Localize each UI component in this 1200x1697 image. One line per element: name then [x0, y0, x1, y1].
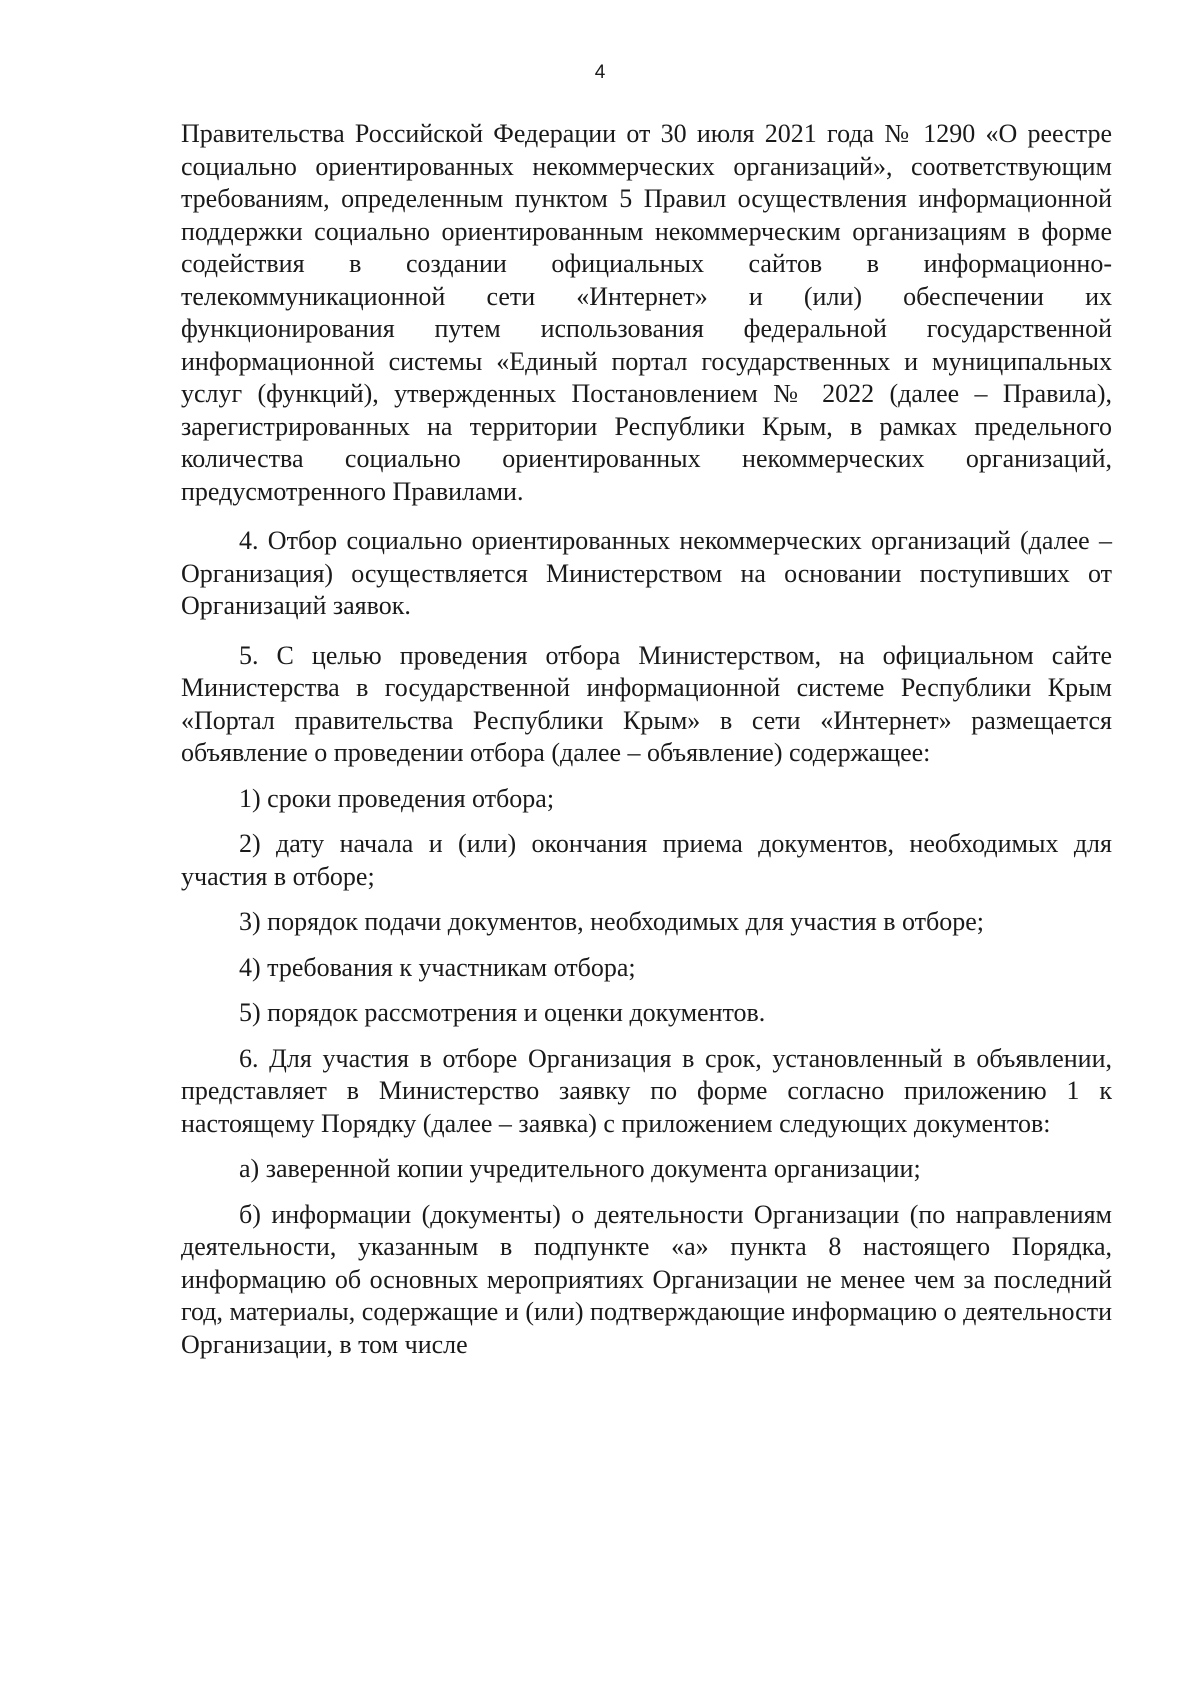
list-item-3: 3) порядок подачи документов, необходимых для участия в отборе; [239, 907, 984, 936]
list-item-4: 4) требования к участникам отбора; [239, 952, 636, 982]
list-item-1: 1) сроки проведения отбора; [239, 783, 555, 813]
list-item-a: а) заверенной копии учредительного документа организации; [239, 1154, 921, 1183]
page-number: 4 [594, 62, 606, 83]
paragraph-item-4: 4. Отбор социально ориентированных некоммерческих организаций (далее – Организация) осуществляется Министерством на основании поступивших от Организаций заявок. [181, 526, 1112, 620]
paragraph-item-6: 6. Для участия в отборе Организация в срок, установленный в объявлении, представляет в Министерство заявку по форме согласно приложению 1 к настоящему Порядку (далее – заявка) с приложением следующих документов: [181, 1043, 1112, 1138]
paragraph-item-5: 5. С целью проведения отбора Министерством, на официальном сайте Министерства в государственной информационной системе Республики Крым «Портал правительства Республики Крым» в сети «Интернет» размещается объявление о проведении отбора (далее – объявление) содержащее: [181, 640, 1112, 767]
list-item-b: б) информации (документы) о деятельности Организации (по направлениям деятельности, указанным в подпункте «а» пункта 8 настоящего Порядка, информацию об основных мероприятиях Организации не менее чем за последний год, материалы, содержащие и (или) подтверждающие информацию о деятельности Организации, в том числе [181, 1199, 1112, 1359]
list-item-2: 2) дату начала и (или) окончания приема документов, необходимых для участия в отборе; [181, 829, 1112, 891]
list-item-5: 5) порядок рассмотрения и оценки документов. [239, 998, 766, 1027]
document-body [181, 118, 1112, 1361]
paragraph-continuation: Правительства Российской Федерации от 30 июля 2021 года № 1290 «О реестре социально ориентированных некоммерческих организаций», соответствующим требованиям, определенным пунктом 5 Правил осуществления информационной поддержки социально ориентированным некоммерческим организациям в форме содействия в создании официальных сайтов в информационно-телекоммуникационной сети «Интернет» и (или) обеспечении их функционирования путем использования федеральной государственной информационной системы «Единый портал государственных и муниципальных услуг (функций), утвержденных Постановлением № 2022 (далее – Правила), зарегистрированных на территории Республики Крым, в рамках предельного количества социально ориентированных некоммерческих организаций, предусмотренного Правилами. [181, 119, 1112, 506]
